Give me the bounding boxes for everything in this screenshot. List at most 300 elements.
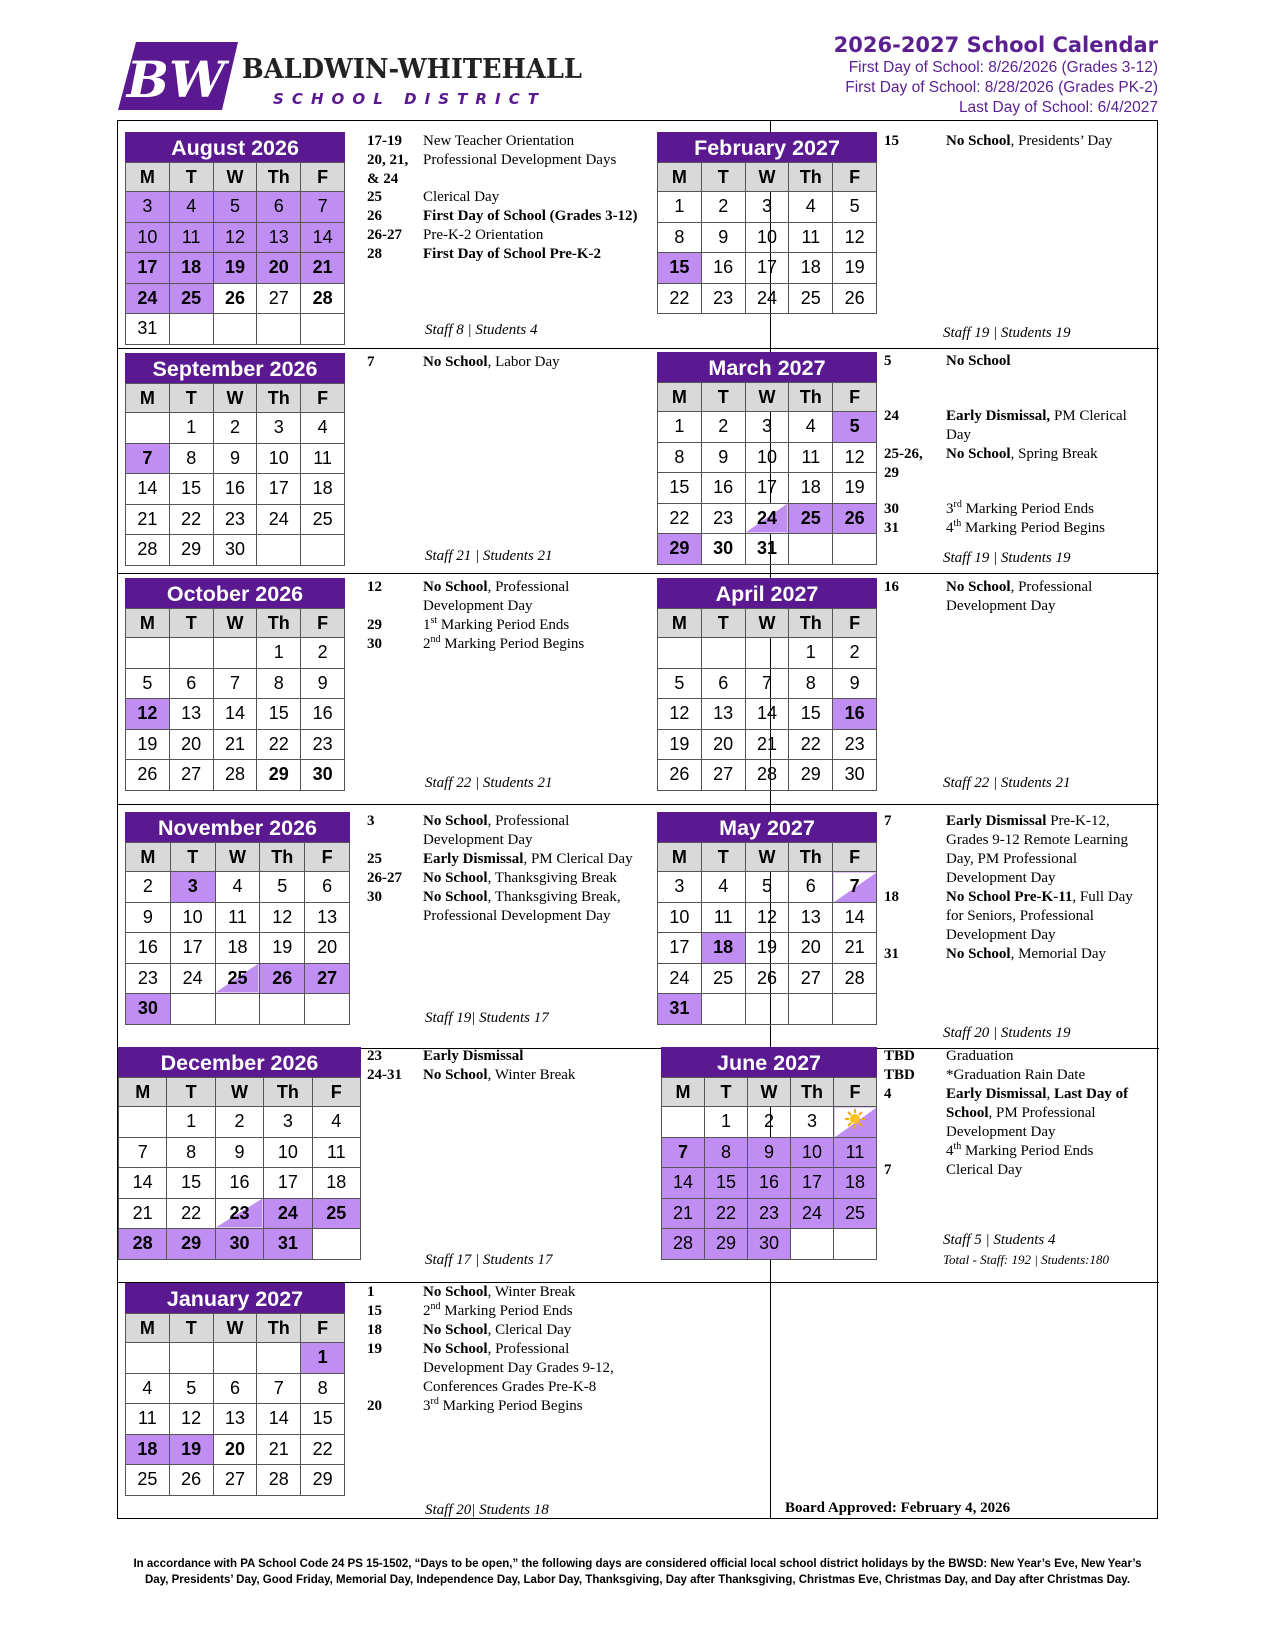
- event-text: 4th Marking Period Ends: [946, 1141, 1094, 1159]
- day-cell: 24: [257, 504, 301, 535]
- day-cell: 2: [748, 1107, 791, 1138]
- day-cell: 28: [662, 1229, 705, 1260]
- day-cell: 12: [169, 1404, 213, 1435]
- day-cell: 27: [257, 283, 301, 314]
- day-cell: 3: [745, 412, 789, 443]
- event-row: [884, 1085, 1154, 1142]
- day-cell: 9: [215, 1137, 263, 1168]
- day-cell: 20: [169, 729, 213, 760]
- event-text: No School, Labor Day: [423, 354, 560, 370]
- day-cell: 5: [658, 668, 702, 699]
- day-cell: 28: [745, 760, 789, 791]
- day-cell: 18: [215, 933, 260, 964]
- weekday-header: T: [169, 384, 213, 413]
- event-date: 23: [367, 1048, 382, 1064]
- day-cell: 9: [748, 1137, 791, 1168]
- day-cell: [169, 314, 213, 345]
- event-date: 15: [367, 1303, 382, 1319]
- day-cell: 30: [126, 994, 171, 1025]
- weekday-header: M: [658, 843, 702, 872]
- day-cell: 2: [833, 638, 877, 669]
- day-cell: 15: [658, 253, 702, 284]
- day-cell: 24: [745, 283, 789, 314]
- weekday-header: W: [748, 1078, 791, 1107]
- day-cell: 26: [213, 283, 257, 314]
- weekday-header: F: [833, 609, 877, 638]
- bw-logo-mark: [118, 42, 618, 118]
- day-cell: 31: [658, 994, 702, 1025]
- event-text: 3rd Marking Period Begins: [423, 1396, 583, 1414]
- staff-student-count: Staff 19 | Students 19: [943, 550, 1071, 566]
- day-cell: 6: [305, 872, 350, 903]
- event-date: 26-27: [367, 227, 402, 243]
- weekday-header: M: [658, 163, 702, 192]
- day-cell: 4: [126, 1373, 170, 1404]
- day-cell: 25: [126, 1465, 170, 1496]
- day-cell: 14: [119, 1168, 167, 1199]
- weekday-header: M: [126, 843, 171, 872]
- day-cell: 29: [301, 1465, 345, 1496]
- day-cell: 22: [167, 1198, 215, 1229]
- event-date: 18: [884, 889, 899, 905]
- day-cell: 19: [745, 933, 789, 964]
- day-cell: 20: [701, 729, 745, 760]
- day-cell: 16: [701, 473, 745, 504]
- day-cell: 22: [705, 1198, 748, 1229]
- day-cell: 29: [169, 535, 213, 566]
- weekday-header: W: [745, 843, 789, 872]
- day-cell: 8: [167, 1137, 215, 1168]
- day-cell: 17: [170, 933, 215, 964]
- day-cell: 19: [213, 253, 257, 284]
- day-cell: 2: [126, 872, 171, 903]
- month-calendar-may: [657, 812, 877, 1025]
- day-cell: 16: [701, 253, 745, 284]
- day-cell: 18: [301, 474, 345, 505]
- day-cell: 19: [833, 253, 877, 284]
- day-cell: 13: [789, 902, 833, 933]
- day-cell: 21: [257, 1434, 301, 1465]
- day-cell: 1: [658, 412, 702, 443]
- weekday-header: M: [658, 383, 702, 412]
- day-cell: 10: [745, 222, 789, 253]
- weekday-header: W: [215, 843, 260, 872]
- weekday-header: W: [213, 1314, 257, 1343]
- day-cell: 8: [789, 668, 833, 699]
- day-cell: 16: [301, 699, 345, 730]
- day-cell: 22: [658, 283, 702, 314]
- month-calendar-oct: [125, 578, 345, 791]
- event-text: 3rd Marking Period Ends: [946, 499, 1094, 517]
- day-cell: 8: [658, 442, 702, 473]
- day-cell: 12: [658, 699, 702, 730]
- day-cell: 7: [301, 192, 345, 223]
- day-cell: 4: [701, 872, 745, 903]
- event-row: [367, 888, 642, 926]
- day-cell: 12: [260, 902, 305, 933]
- day-cell: 5: [745, 872, 789, 903]
- day-cell: 10: [170, 902, 215, 933]
- event-row: [367, 1302, 642, 1321]
- day-cell: 23: [213, 504, 257, 535]
- day-cell: 30: [213, 535, 257, 566]
- day-cell: 26: [260, 963, 305, 994]
- month-calendar-feb: [657, 132, 877, 314]
- day-cell: 29: [658, 534, 702, 565]
- day-cell: 1: [705, 1107, 748, 1138]
- day-cell: 15: [705, 1168, 748, 1199]
- day-cell: 5: [126, 668, 170, 699]
- day-cell: 11: [701, 902, 745, 933]
- weekday-header: F: [301, 384, 345, 413]
- staff-student-count: Staff 22 | Students 21: [425, 775, 553, 791]
- day-cell: 27: [169, 760, 213, 791]
- month-events-sep: [367, 353, 642, 372]
- day-cell: 1: [789, 638, 833, 669]
- event-date: 18: [367, 1322, 382, 1338]
- month-events-may: [884, 812, 1154, 964]
- weekday-header: T: [169, 1314, 213, 1343]
- day-cell: 21: [119, 1198, 167, 1229]
- day-cell: 30: [748, 1229, 791, 1260]
- day-cell: 17: [745, 473, 789, 504]
- event-date: 31: [884, 520, 899, 536]
- day-cell: 3: [257, 413, 301, 444]
- staff-student-count: Staff 17 | Students 17: [425, 1252, 553, 1268]
- day-cell: [213, 638, 257, 669]
- month-calendar-jan: [125, 1283, 345, 1496]
- month-events-nov: [367, 812, 642, 926]
- event-row: [367, 1321, 642, 1340]
- day-cell: 4: [169, 192, 213, 223]
- weekday-header: T: [701, 163, 745, 192]
- day-cell: [119, 1107, 167, 1138]
- day-cell: 24: [170, 963, 215, 994]
- weekday-header: Th: [789, 609, 833, 638]
- day-cell: [312, 1229, 360, 1260]
- first-day-grades-3-12: First Day of School: 8/26/2026 (Grades 3-12): [848, 59, 1158, 76]
- month-title: June 2027: [661, 1047, 877, 1077]
- event-row: [884, 500, 1154, 519]
- day-cell: 25: [789, 503, 833, 534]
- day-cell: 26: [126, 760, 170, 791]
- day-cell: 3: [745, 192, 789, 223]
- weekday-header: F: [833, 163, 877, 192]
- day-cell: 17: [257, 474, 301, 505]
- day-cell: 21: [833, 933, 877, 964]
- event-text: First Day of School (Grades 3-12): [423, 208, 638, 224]
- event-date: 26-27: [367, 870, 402, 886]
- event-text: Early Dismissal, PM Clerical Day: [423, 851, 633, 867]
- day-cell: 14: [833, 902, 877, 933]
- day-cell: 7: [257, 1373, 301, 1404]
- day-cell: 4: [215, 872, 260, 903]
- event-date: 7: [884, 813, 892, 829]
- day-cell: 31: [745, 534, 789, 565]
- event-row: [367, 132, 642, 151]
- event-row: [367, 869, 642, 888]
- day-cell: 6: [169, 668, 213, 699]
- day-cell: 15: [789, 699, 833, 730]
- month-events-jun: [884, 1047, 1154, 1180]
- month-title: May 2027: [657, 812, 877, 842]
- day-cell: 13: [213, 1404, 257, 1435]
- day-cell: [701, 994, 745, 1025]
- day-cell: 14: [301, 222, 345, 253]
- day-cell: 23: [748, 1198, 791, 1229]
- day-cell: 17: [264, 1168, 312, 1199]
- day-cell: 4: [301, 413, 345, 444]
- event-date: 4: [884, 1086, 892, 1102]
- day-cell: 14: [126, 474, 170, 505]
- staff-student-count: Staff 5 | Students 4: [943, 1232, 1056, 1248]
- day-cell: 1: [169, 413, 213, 444]
- weekday-header: T: [170, 843, 215, 872]
- day-cell: 5: [213, 192, 257, 223]
- event-text: Clerical Day: [423, 189, 500, 205]
- event-date: 26: [367, 208, 382, 224]
- day-cell: 5: [260, 872, 305, 903]
- day-cell: 12: [833, 442, 877, 473]
- day-cell: [745, 638, 789, 669]
- day-cell: 30: [301, 760, 345, 791]
- weekday-header: F: [833, 843, 877, 872]
- weekday-header: W: [745, 609, 789, 638]
- month-title: October 2026: [125, 578, 345, 608]
- event-row: [367, 1047, 642, 1066]
- day-cell: 23: [701, 283, 745, 314]
- event-row: [367, 353, 642, 372]
- day-cell: 30: [833, 760, 877, 791]
- day-cell: 28: [833, 963, 877, 994]
- event-row: [884, 812, 1154, 888]
- weekday-header: T: [705, 1078, 748, 1107]
- day-cell: [662, 1107, 705, 1138]
- weekday-header: Th: [791, 1078, 834, 1107]
- weekday-header: W: [213, 384, 257, 413]
- staff-student-count: Staff 19 | Students 19: [943, 325, 1071, 341]
- day-cell: 4: [789, 412, 833, 443]
- weekday-header: M: [662, 1078, 705, 1107]
- day-cell: 8: [705, 1137, 748, 1168]
- month-calendar-apr: [657, 578, 877, 791]
- event-row: [884, 945, 1154, 964]
- day-cell: 23: [833, 729, 877, 760]
- event-date: TBD: [884, 1067, 915, 1083]
- weekday-header: Th: [257, 384, 301, 413]
- day-cell: 17: [126, 253, 170, 284]
- day-cell: 4: [312, 1107, 360, 1138]
- event-text: Graduation: [946, 1048, 1014, 1064]
- weekday-header: F: [834, 1078, 877, 1107]
- event-text: No School, Professional Development Day: [423, 813, 570, 848]
- logo-name: BALDWIN-WHITEHALL: [242, 54, 583, 85]
- day-cell: 18: [126, 1434, 170, 1465]
- event-date: 7: [884, 1162, 892, 1178]
- day-cell: 26: [658, 760, 702, 791]
- day-cell: [257, 535, 301, 566]
- day-cell: 2: [701, 412, 745, 443]
- day-cell: 8: [658, 222, 702, 253]
- day-cell: 29: [257, 760, 301, 791]
- holiday-note: In accordance with PA School Code 24 PS 15-1502, “Days to be open,” the following days are considered official local school district holidays by the BWSD: New Year’s Eve, New Year’s Day, Presidents’ Day, Good Friday, Memorial Day, Independence Day, Labor Day, Thanksgiving, Day after Thanksgiving, Christmas Eve, Christmas Day, and Day after Christmas Day.: [133, 1558, 1142, 1586]
- day-cell: 7: [833, 872, 877, 903]
- day-cell: 30: [701, 534, 745, 565]
- day-cell: 11: [301, 443, 345, 474]
- event-date: TBD: [884, 1048, 915, 1064]
- month-title: November 2026: [125, 812, 350, 842]
- day-cell: 18: [312, 1168, 360, 1199]
- day-cell: 21: [301, 253, 345, 284]
- event-row: [884, 519, 1154, 538]
- day-cell: 15: [257, 699, 301, 730]
- day-cell: 6: [213, 1373, 257, 1404]
- day-cell: 23: [301, 729, 345, 760]
- weekday-header: Th: [789, 163, 833, 192]
- day-cell: 18: [834, 1168, 877, 1199]
- event-row: [367, 245, 642, 264]
- weekday-header: Th: [257, 609, 301, 638]
- day-cell: 12: [213, 222, 257, 253]
- day-cell: 17: [745, 253, 789, 284]
- weekday-header: T: [169, 609, 213, 638]
- event-date: 1: [367, 1284, 375, 1300]
- event-text: No School, Spring Break: [946, 446, 1098, 462]
- event-text: Professional Development Days: [423, 152, 617, 168]
- day-cell: 7: [213, 668, 257, 699]
- day-cell: 23: [215, 1198, 263, 1229]
- day-cell: 3: [170, 872, 215, 903]
- event-text: *Graduation Rain Date: [946, 1067, 1086, 1083]
- sun-icon: [844, 1108, 866, 1130]
- day-cell: 13: [305, 902, 350, 933]
- grid-divider: [118, 348, 1159, 349]
- day-cell: 19: [260, 933, 305, 964]
- day-cell: 3: [658, 872, 702, 903]
- day-cell: 19: [833, 473, 877, 504]
- day-cell: 26: [833, 283, 877, 314]
- day-cell: [260, 994, 305, 1025]
- event-row: [367, 635, 642, 654]
- day-cell: 24: [791, 1198, 834, 1229]
- day-cell: 22: [658, 503, 702, 534]
- event-date: 25: [367, 189, 382, 205]
- month-events-apr: [884, 578, 1154, 616]
- day-cell: 29: [705, 1229, 748, 1260]
- day-cell: 16: [126, 933, 171, 964]
- event-row: [884, 352, 1154, 371]
- day-cell: [169, 1343, 213, 1374]
- day-cell: [745, 994, 789, 1025]
- month-calendar-aug: [125, 132, 345, 345]
- day-cell: 2: [701, 192, 745, 223]
- logo-initials: BW: [126, 50, 226, 109]
- month-title: September 2026: [125, 353, 345, 383]
- event-date: 7: [367, 354, 375, 370]
- day-cell: 8: [257, 668, 301, 699]
- weekday-header: F: [301, 163, 345, 192]
- day-cell: 14: [745, 699, 789, 730]
- weekday-header: Th: [257, 163, 301, 192]
- day-cell: 1: [167, 1107, 215, 1138]
- day-cell: 11: [169, 222, 213, 253]
- day-cell: [834, 1229, 877, 1260]
- day-cell: 12: [833, 222, 877, 253]
- day-cell: [301, 535, 345, 566]
- day-cell: 7: [126, 443, 170, 474]
- weekday-header: W: [745, 383, 789, 412]
- event-row: [367, 151, 642, 189]
- event-row: [884, 1142, 1154, 1161]
- event-row: [884, 1066, 1154, 1085]
- day-cell: 10: [745, 442, 789, 473]
- day-cell: 6: [701, 668, 745, 699]
- day-cell: 2: [213, 413, 257, 444]
- day-cell: 17: [791, 1168, 834, 1199]
- day-cell: [789, 534, 833, 565]
- day-cell: 11: [834, 1137, 877, 1168]
- day-cell: 11: [126, 1404, 170, 1435]
- logo-subtitle: SCHOOL DISTRICT: [273, 90, 538, 108]
- day-cell: [126, 638, 170, 669]
- district-logo: [118, 42, 618, 118]
- event-row: [367, 1397, 642, 1416]
- day-cell: 18: [701, 933, 745, 964]
- event-date: [884, 1142, 946, 1161]
- day-cell: 7: [745, 668, 789, 699]
- day-cell: 19: [126, 729, 170, 760]
- event-date: 28: [367, 246, 382, 262]
- day-cell: 22: [301, 1434, 345, 1465]
- day-cell: 5: [833, 412, 877, 443]
- month-events-aug: [367, 132, 642, 264]
- day-cell: 19: [169, 1434, 213, 1465]
- event-text: Early Dismissal: [423, 1048, 524, 1064]
- month-events-jan: [367, 1283, 642, 1416]
- day-cell: 7: [662, 1137, 705, 1168]
- day-cell: 18: [789, 473, 833, 504]
- event-text: 2nd Marking Period Ends: [423, 1301, 573, 1319]
- day-cell: 5: [833, 192, 877, 223]
- day-cell: 26: [745, 963, 789, 994]
- day-cell: 22: [789, 729, 833, 760]
- day-cell: 9: [701, 222, 745, 253]
- weekday-header: M: [126, 384, 170, 413]
- day-cell: [701, 638, 745, 669]
- day-cell: 27: [789, 963, 833, 994]
- event-text: Clerical Day: [946, 1162, 1023, 1178]
- day-cell: [834, 1107, 877, 1138]
- event-row: [367, 226, 642, 245]
- day-cell: 16: [748, 1168, 791, 1199]
- day-cell: [213, 314, 257, 345]
- day-cell: 3: [126, 192, 170, 223]
- weekday-header: T: [701, 383, 745, 412]
- event-row: [367, 188, 642, 207]
- weekday-header: F: [305, 843, 350, 872]
- day-cell: 23: [126, 963, 171, 994]
- day-cell: [213, 1343, 257, 1374]
- event-text: Early Dismissal, Last Day of School, PM Professional Development Day: [946, 1086, 1129, 1140]
- first-day-grades-pk-2: First Day of School: 8/28/2026 (Grades PK-2): [845, 79, 1158, 96]
- day-cell: [126, 1343, 170, 1374]
- event-date: 20: [367, 1398, 382, 1414]
- event-date: 12: [367, 579, 382, 595]
- year-total-count: Total - Staff: 192 | Students:180: [943, 1252, 1109, 1267]
- day-cell: 29: [789, 760, 833, 791]
- day-cell: 24: [264, 1198, 312, 1229]
- month-calendar-nov: [125, 812, 350, 1025]
